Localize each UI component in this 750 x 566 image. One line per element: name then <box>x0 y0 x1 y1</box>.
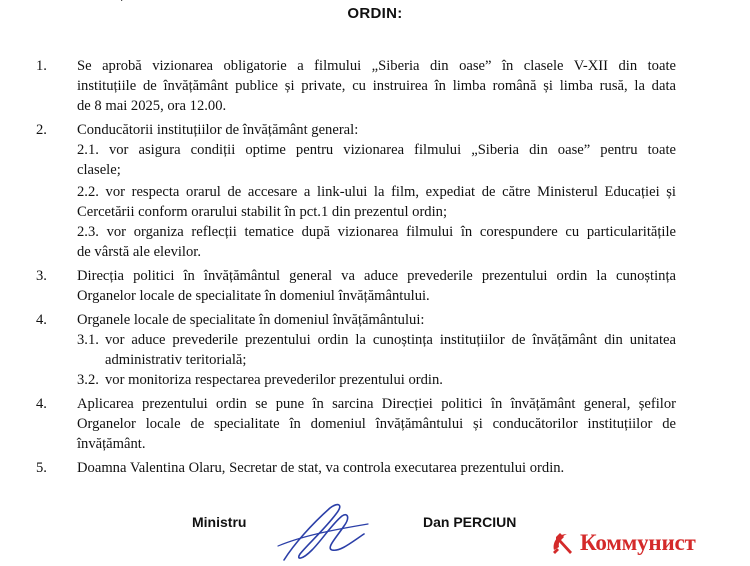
subitem-line: 2.1. vor asigura condiții optime pentru vizionarea filmului „Siberia din oase” pentru toate <box>77 142 676 158</box>
signatory-name: Dan PERCIUN <box>423 514 517 530</box>
subitem-line: 2.3. vor organiza reflecții tematice după vizionarea filmului în corespundere cu particularitățile <box>77 224 676 240</box>
item-line: de 8 mai 2025, ora 12.00. <box>77 98 227 114</box>
item-line: Aplicarea prezentului ordin se pune în sarcina Direcției politici în învățământ general, șefilor <box>77 396 676 412</box>
signature-position: Ministru <box>192 514 247 530</box>
subitem-line: 2.2. vor respecta orarul de accesare a link-ului la film, expediat de către Ministerul Educației și <box>77 184 676 200</box>
item-line: Organelor locale de specialitate în domeniul învățământului și conducătorilor instituțiilor de <box>77 416 676 432</box>
hammer-sickle-icon <box>548 528 578 558</box>
item-number: 4. <box>36 396 47 412</box>
watermark-text: Коммунист <box>580 530 696 555</box>
item-line: Organele locale de specialitate în domeniul învățământului: <box>77 312 425 328</box>
item-line: Doamna Valentina Olaru, Secretar de stat, va controla executarea prezentului ordin. <box>77 460 565 476</box>
subitem-line: administrativ teritorială; <box>105 352 247 368</box>
subitem-number: 3.2. <box>77 372 99 388</box>
item-number: 1. <box>36 58 47 74</box>
subitem-line: Cercetării conform orarului stabilit în pct.1 din prezentul ordin; <box>77 204 448 220</box>
subitem-number: 3.1. <box>77 332 99 348</box>
item-number: 3. <box>36 268 47 284</box>
subitem-line: clasele; <box>77 162 121 178</box>
subitem-line: de vârstă ale elevilor. <box>77 244 201 260</box>
item-number: 2. <box>36 122 47 138</box>
item-line: Organelor locale de specialitate în domeniul învățământului. <box>77 288 430 304</box>
top-mark: · <box>120 0 124 7</box>
item-line: instituțiile de învățământ publice și private, cu instruirea în limba română și limba rusă, la data <box>77 78 676 94</box>
watermark <box>548 526 750 560</box>
subitem-line: vor monitoriza respectarea prevederilor prezentului ordin. <box>105 372 443 388</box>
subitem-line: vor aduce prevederile prezentului ordin la cunoștința instituțiilor de învățământ din unitatea <box>105 332 676 348</box>
document-title: ORDIN: <box>347 5 403 22</box>
item-line: învățământ. <box>77 436 146 452</box>
item-number: 5. <box>36 460 47 476</box>
item-line: Direcția politici în învățământul general va aduce prevederile prezentului ordin la cunoștința <box>77 268 676 284</box>
item-number: 4. <box>36 312 47 328</box>
item-line: Conducătorii instituțiilor de învățământ general: <box>77 122 359 138</box>
item-line: Se aprobă vizionarea obligatorie a filmului „Siberia din oase” în clasele V-XII din toate <box>77 58 676 74</box>
handwritten-signature <box>272 494 372 566</box>
